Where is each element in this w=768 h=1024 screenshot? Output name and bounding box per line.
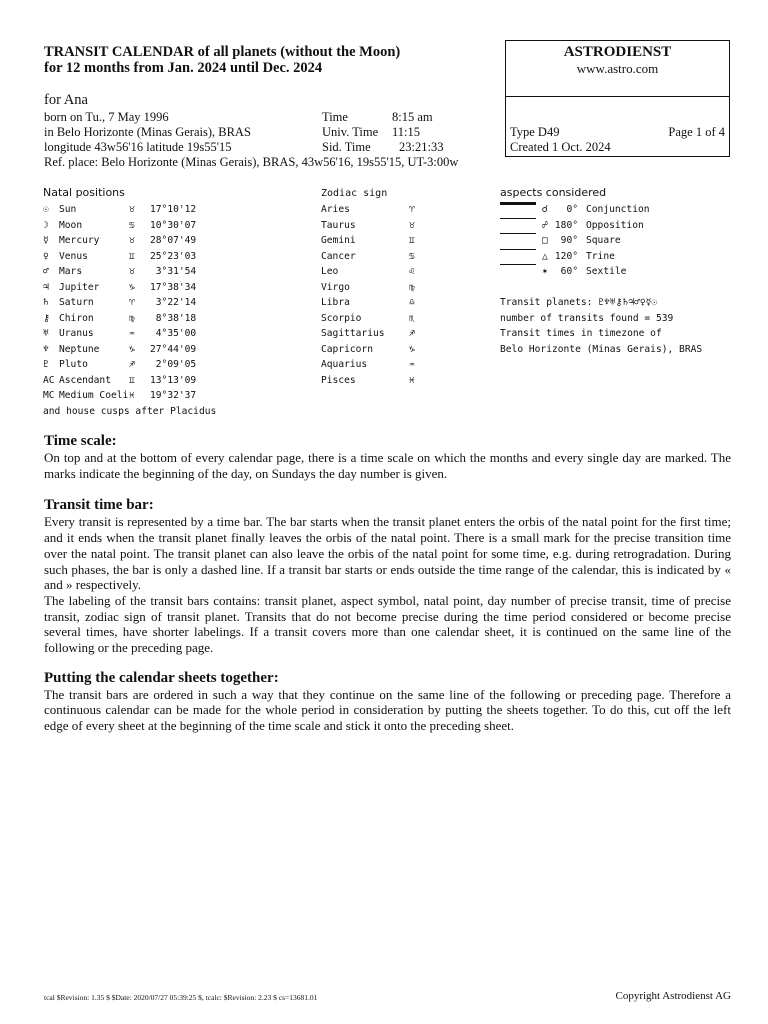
aspect-row <box>500 264 740 280</box>
zodiac-glyph: ♏ <box>409 312 415 324</box>
natal-row <box>43 388 303 404</box>
natal-row <box>43 280 303 296</box>
planet-degree: 27°44'09 <box>150 343 197 355</box>
time-bar-text-2: The labeling of the transit bars contains: transit planet, aspect symbol, natal point, day number of precise transit, time of precise transit, zodiac sign of transit planet. Transits that do not become precise during the time period considered or become precise several times, have shorter labelings. If a transit covers more than one calendar sheet, it is continued on the same line of the following or the preceding page. <box>44 592 731 656</box>
natal-row <box>43 202 303 218</box>
planet-glyph: ♀ <box>43 250 49 262</box>
zodiac-name: Libra <box>321 297 350 308</box>
natal-row <box>43 311 303 327</box>
zodiac-row <box>321 295 481 311</box>
explanation-body <box>44 433 731 734</box>
planet-degree: 3°31'54 <box>150 266 197 277</box>
planet-glyph: ☽ <box>43 219 49 231</box>
zodiac-name: Gemini <box>321 235 356 246</box>
natal-footnote: and house cusps after Placidus <box>43 406 217 417</box>
zodiac-row <box>321 249 481 265</box>
planet-name: Ascendant <box>59 374 111 386</box>
natal-row <box>43 249 303 265</box>
natal-row <box>43 264 303 280</box>
natal-heading: Natal positions <box>43 186 125 199</box>
title-line-1: TRANSIT CALENDAR of all planets (without the Moon) <box>44 44 401 60</box>
zodiac-name: Aries <box>321 204 350 215</box>
zodiac-name: Pisces <box>321 374 356 386</box>
natal-row <box>43 218 303 234</box>
aspect-glyph: △ <box>542 250 548 262</box>
zodiac-glyph: ♒ <box>409 359 415 370</box>
aspect-degree: 180° <box>554 219 578 231</box>
planet-degree: 28°07'49 <box>150 235 197 246</box>
revision-footer: tcal $Revision: 1.35 $ $Date: 2020/07/27 05:39:25 $, tcalc: $Revision: 2.23 $ cs=13681.01 <box>44 993 318 1002</box>
zodiac-glyph: ♋ <box>409 250 415 262</box>
planet-glyph: ♂ <box>43 266 49 277</box>
zodiac-glyph: ♊ <box>409 235 415 246</box>
zodiac-glyph: ♑ <box>409 343 415 355</box>
planet-name: Medium Coeli <box>59 390 129 401</box>
planet-name: Venus <box>59 250 88 262</box>
planet-glyph: ♇ <box>43 359 49 370</box>
planet-name: Uranus <box>59 328 94 339</box>
planet-degree: 17°10'12 <box>150 204 197 215</box>
sid-label: Sid. Time <box>322 140 371 154</box>
time-bar-heading: Transit time bar: <box>44 497 154 514</box>
natal-row <box>43 357 303 373</box>
timezone-line-2: Belo Horizonte (Minas Gerais), BRAS <box>500 343 703 355</box>
aspect-name: Sextile <box>586 266 627 277</box>
planet-glyph: ♅ <box>43 328 49 339</box>
time-bar-text-1: Every transit is represented by a time bar. The bar starts when the transit planet enters the orbis of the natal point for the first time; and it ends when the transit planet finally leaves the orbis of the natal point. There is a small mark for the precise transition time over the natal point. The transit planet can also leave the orbis of the natal point for some time, e.g. during retrogradation. During such phases, the bar is only a dashed line. If a transit bar starts or ends outside the time range of the calendar, this is indicated by « and » respectively. <box>44 514 731 593</box>
copyright: Copyright Astrodienst AG <box>615 990 731 1002</box>
zodiac-row <box>321 373 481 389</box>
planet-name: Pluto <box>59 359 88 370</box>
zodiac-row <box>321 342 481 358</box>
brand-url[interactable]: www.astro.com <box>576 61 659 76</box>
aspects-list <box>500 202 740 280</box>
aspect-degree: 60° <box>560 266 578 277</box>
planet-name: Saturn <box>59 297 94 308</box>
aspect-degree: 90° <box>560 235 578 246</box>
sign-glyph: ♓ <box>129 390 135 401</box>
zodiac-row <box>321 280 481 296</box>
aspect-glyph: ✶ <box>542 266 548 277</box>
zodiac-row <box>321 326 481 342</box>
planet-degree: 19°32'37 <box>150 390 197 401</box>
zodiac-glyph: ♍ <box>409 281 415 293</box>
planet-degree: 13°13'09 <box>150 374 197 386</box>
putting-together-text: The transit bars are ordered in such a way that they continue on the same line of the following or preceding page. Therefore a continuous calendar can be made for the whole period in consideration by putting the sheets together. To do this, cut off the left edge of every sheet at the beginning of the time scale and stick it onto the preceding sheet. <box>44 686 731 734</box>
aspect-bar <box>500 264 536 265</box>
time-info <box>322 110 502 155</box>
sign-glyph: ♊ <box>129 374 135 386</box>
transit-info <box>500 295 740 357</box>
aspect-degree: 120° <box>554 250 578 262</box>
planet-name: Mercury <box>59 235 100 246</box>
planet-glyph: ♃ <box>43 281 49 293</box>
planet-degree: 10°30'07 <box>150 219 197 231</box>
zodiac-name: Sagittarius <box>321 328 385 339</box>
aspect-name: Trine <box>586 250 615 262</box>
zodiac-name: Scorpio <box>321 312 362 324</box>
zodiac-row <box>321 264 481 280</box>
natal-row <box>43 342 303 358</box>
planet-glyph: ☉ <box>43 204 49 215</box>
aspect-glyph: □ <box>542 235 548 246</box>
planet-name: Mars <box>59 266 83 277</box>
planet-glyph: ♄ <box>43 297 49 308</box>
planet-degree: 4°35'00 <box>150 328 197 339</box>
aspect-bar <box>500 218 536 219</box>
zodiac-row <box>321 357 481 373</box>
aspect-row <box>500 202 740 218</box>
document-title <box>44 44 400 76</box>
sign-glyph: ♍ <box>129 312 135 324</box>
planet-degree: 8°38'18 <box>150 312 197 324</box>
type-page-row <box>510 125 725 140</box>
sid-value: 23:21:33 <box>399 140 444 154</box>
zodiac-glyph: ♌ <box>409 266 415 277</box>
zodiac-name: Capricorn <box>321 343 373 355</box>
zodiac-name: Virgo <box>321 281 350 293</box>
transit-planets-label: Transit planets: <box>500 297 593 308</box>
aspect-degree: 0° <box>566 204 578 215</box>
zodiac-glyph: ♓ <box>409 374 415 386</box>
planet-glyph: AC <box>43 374 55 386</box>
aspect-glyph: ☌ <box>542 204 548 215</box>
zodiac-name: Taurus <box>321 219 356 231</box>
sign-glyph: ♋ <box>129 219 135 231</box>
recipient-name: for Ana <box>44 92 88 108</box>
sign-glyph: ♉ <box>129 235 135 246</box>
planet-glyph: ⚷ <box>43 312 51 324</box>
zodiac-glyph: ♈ <box>409 204 415 215</box>
brand-header <box>506 44 729 97</box>
putting-together-heading: Putting the calendar sheets together: <box>44 669 279 686</box>
aspect-row <box>500 233 740 249</box>
aspects-heading: aspects considered <box>500 186 607 199</box>
time-scale-text: On top and at the bottom of every calendar page, there is a time scale on which the months and every single day are marked. The marks indicate the beginning of the day, on Sundays the day number is given. <box>44 450 731 481</box>
aspect-bar <box>500 233 536 234</box>
sign-glyph: ♑ <box>129 281 135 293</box>
sign-glyph: ♉ <box>129 204 135 215</box>
planet-glyph: MC <box>43 390 55 401</box>
transit-count: number of transits found = 539 <box>500 312 674 324</box>
planet-glyph: ☿ <box>43 235 49 246</box>
planet-name: Sun <box>59 204 77 215</box>
planet-name: Moon <box>59 219 83 231</box>
aspect-name: Conjunction <box>586 204 650 215</box>
zodiac-row <box>321 311 481 327</box>
natal-row <box>43 326 303 342</box>
zodiac-row <box>321 202 481 218</box>
planet-name: Neptune <box>59 343 100 355</box>
zodiac-row <box>321 218 481 234</box>
zodiac-sign-list <box>321 202 481 388</box>
time-label: Time <box>322 110 348 124</box>
planet-degree: 25°23'03 <box>150 250 197 262</box>
planet-glyph: ♆ <box>43 343 49 355</box>
page-number: Page 1 of 4 <box>668 125 725 139</box>
aspect-bar <box>500 202 536 205</box>
zodiac-name: Cancer <box>321 250 356 262</box>
birth-date: born on Tu., 7 May 1996 <box>44 110 169 124</box>
natal-row <box>43 295 303 311</box>
zodiac-glyph: ♉ <box>409 219 415 231</box>
title-line-2: for 12 months from Jan. 2024 until Dec. 2024 <box>44 60 323 76</box>
time-scale-heading: Time scale: <box>44 433 117 449</box>
chart-type: Type D49 <box>510 125 560 139</box>
aspect-row <box>500 249 740 265</box>
brand-name: ASTRODIENST <box>563 44 672 60</box>
planet-degree: 2°09'05 <box>150 359 197 370</box>
ut-label: Univ. Time <box>322 125 379 139</box>
sign-glyph: ♊ <box>129 250 135 262</box>
sign-glyph: ♒ <box>129 328 135 339</box>
aspect-bar <box>500 249 536 250</box>
zodiac-row <box>321 233 481 249</box>
ut-value: 11:15 <box>392 125 421 139</box>
zodiac-name: Aquarius <box>321 359 368 370</box>
aspect-name: Opposition <box>586 219 644 231</box>
transit-planet-glyphs: ♇♆♅⚷♄♃♂♀☿☉ <box>598 297 658 308</box>
natal-row <box>43 373 303 389</box>
created-date: Created 1 Oct. 2024 <box>510 140 611 154</box>
aspect-glyph: ☍ <box>542 219 548 231</box>
zodiac-heading: Zodiac sign <box>321 188 388 199</box>
planet-degree: 3°22'14 <box>150 297 197 308</box>
sign-glyph: ♉ <box>129 266 135 277</box>
time-value: 8:15 am <box>392 110 433 124</box>
aspect-row <box>500 218 740 234</box>
sign-glyph: ♈ <box>129 297 135 308</box>
zodiac-glyph: ♎ <box>409 297 415 308</box>
birth-place: in Belo Horizonte (Minas Gerais), BRAS <box>44 125 251 139</box>
timezone-line-1: Transit times in timezone of <box>500 328 662 339</box>
sign-glyph: ♐ <box>129 359 135 370</box>
natal-positions-list <box>43 202 303 404</box>
planet-degree: 17°38'34 <box>150 281 197 293</box>
aspect-name: Square <box>586 235 621 246</box>
astrodienst-box <box>505 40 730 157</box>
zodiac-name: Leo <box>321 266 339 277</box>
planet-name: Jupiter <box>59 281 100 293</box>
reference-place: Ref. place: Belo Horizonte (Minas Gerais), BRAS, 43w56'16, 19s55'15, UT-3:00w <box>44 155 459 169</box>
natal-row <box>43 233 303 249</box>
zodiac-glyph: ♐ <box>409 328 415 339</box>
sign-glyph: ♑ <box>129 343 135 355</box>
birth-coords: longitude 43w56'16 latitude 19s55'15 <box>44 140 232 154</box>
planet-name: Chiron <box>59 312 94 324</box>
